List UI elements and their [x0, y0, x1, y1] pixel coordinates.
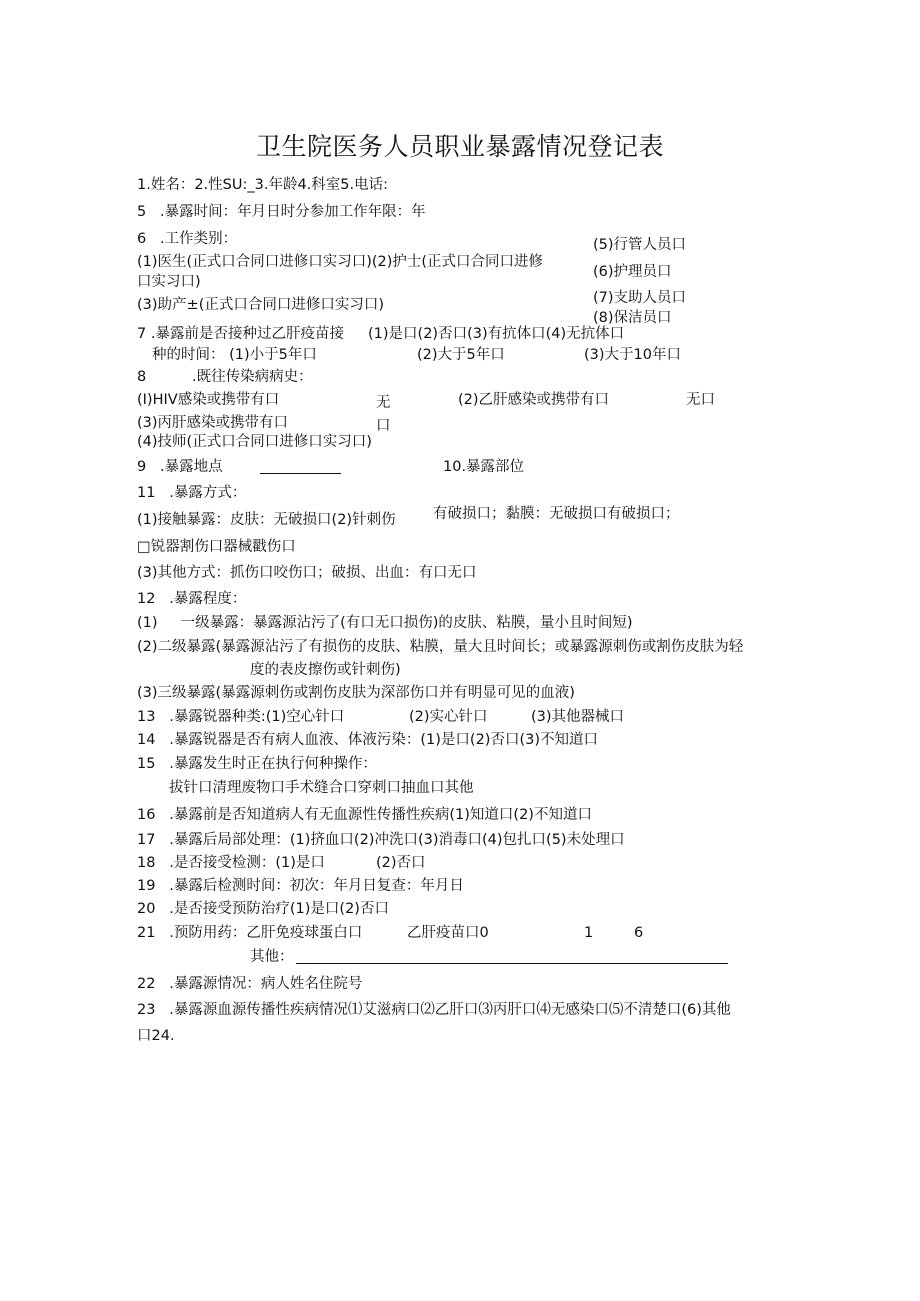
item-6-job-category: 6 .工作类别：: [137, 231, 238, 247]
item-19-test-time: 19 .暴露后检测时间：初次：年月日复查：年月日: [137, 878, 464, 894]
item-6-midwife: (3)助产±(正式口合同口进修口实习口): [137, 297, 385, 313]
item-22-source: 22 .暴露源情况：病人姓名住院号: [137, 976, 363, 992]
item-17-local-treatment: 17 .暴露后局部处理：(1)挤血口(2)冲洗口(3)消毒口(4)包扎口(5)未处理口: [137, 832, 625, 848]
item-5-exposure-time: 5 .暴露时间：年月日时分参加工作年限：年: [137, 204, 426, 220]
item-21-dose-6: 6: [634, 925, 644, 941]
item-18-no: (2)否口: [376, 855, 426, 871]
page-title: 卫生院医务人员职业暴露情况登记表: [255, 132, 664, 161]
item-6-technician: (4)技师(正式口合同口进修口实习口): [137, 434, 372, 450]
item-9-location: 9 .暴露地点: [137, 459, 223, 475]
item-21-other: 其他：: [250, 949, 294, 965]
item-23-source-disease: 23 .暴露源血源传播性疾病情况⑴艾滋病口⑵乙肝口⑶丙肝口⑷无感染口⑸不清楚口(6)其他: [137, 1002, 731, 1018]
item-18-testing: 18 .是否接受检测：(1)是口: [137, 855, 325, 871]
item-7-hbv-vaccine: 7 .暴露前是否接种过乙肝疫苗接: [137, 326, 344, 342]
item-20-prophylaxis: 20 .是否接受预防治疗(1)是口(2)否口: [137, 901, 389, 917]
item-6-cleaner-clipped: (8)保洁员口: [593, 310, 672, 326]
item-8-hbv: (2)乙肝感染或携带有口: [458, 392, 610, 408]
item-10-body-part: 10.暴露部位: [443, 459, 525, 475]
item-8-box-clipped: 口: [376, 418, 391, 434]
item-14-contamination: 14 .暴露锐器是否有病人血液、体液污染：(1)是口(2)否口(3)不知道口: [137, 732, 599, 748]
item-6-doctor-nurse: (1)医生(正式口合同口进修口实习口)(2)护士(正式口合同口进修: [137, 254, 544, 270]
item-23-cont: 口24.: [137, 1028, 175, 1044]
item-13-sharp-type: 13 .暴露锐器种类:(1)空心针口: [137, 709, 345, 725]
item-8-history: .既往传染病病史：: [192, 369, 313, 385]
item-12-degree: 12 .暴露程度：: [137, 591, 247, 607]
item-13-solid-needle: (2)实心针口: [409, 709, 488, 725]
item-12-level-3: (3)三级暴露(暴露源刺伤或割伤皮肤为深部伤口并有明显可见的血液): [137, 685, 575, 701]
item-11-sharp-injury: □锐器割伤口器械戳伤口: [137, 539, 296, 555]
item-12-level-1: (1) 一级暴露：暴露源沾污了(有口无口损伤)的皮肤、粘膜，量小且时间短): [137, 615, 633, 631]
item-6-doctor-nurse-cont: 口实习口): [137, 274, 201, 290]
item-11-other: (3)其他方式：抓伤口咬伤口；破损、出血：有口无口: [137, 565, 477, 581]
other-underline: [296, 963, 728, 964]
item-16-known-disease: 16 .暴露前是否知道病人有无血源性传播性疾病(1)知道口(2)不知道口: [137, 807, 592, 823]
item-6-admin-staff: (5)行管人员口: [593, 237, 687, 253]
item-11-exposure-mode: 11 .暴露方式：: [137, 485, 247, 501]
item-11-contact: (1)接触暴露：皮肤：无破损口(2)针刺伤: [137, 512, 396, 528]
item-12-level-2: (2)二级暴露(暴露源沾污了有损伤的皮肤、粘膜，量大且时间长；或暴露源刺伤或割伤皮肤为轻: [137, 639, 744, 655]
item-13-other-device: (3)其他器械口: [531, 709, 625, 725]
item-8-none: 无: [376, 395, 391, 411]
location-underline: [260, 473, 341, 474]
item-8-hcv-clipped: (3)丙肝感染或携带有口: [137, 415, 289, 431]
item-6-support-staff: (7)支助人员口: [593, 290, 687, 306]
item-15-operation-options: 拔针口清理废物口手术缝合口穿刺口抽血口其他: [169, 780, 474, 796]
item-1-basic-info: 1.姓名：2.性SU:_3.年龄4.科室5.电话:: [137, 177, 389, 193]
item-7-over-5-years: (2)大于5年口: [417, 347, 505, 363]
item-12-level-2-cont: 度的表皮擦伤或针刺伤): [250, 662, 401, 678]
item-8-hiv: (I)HIV感染或携带有口: [137, 392, 280, 408]
item-7-vaccine-time: 种的时间： (1)小于5年口: [152, 347, 317, 363]
item-11-contact-mucosa: 有破损口；黏膜：无破损口有破损口；: [433, 506, 680, 522]
item-15-operation: 15 .暴露发生时正在执行何种操作：: [137, 756, 377, 772]
item-6-care-worker: (6)护理员口: [593, 264, 672, 280]
item-8-hbv-none: 无口: [686, 392, 715, 408]
item-7-over-10-years: (3)大于10年口: [584, 347, 681, 363]
item-21-dose-1: 1: [584, 925, 594, 941]
item-21-hbv-vaccine: 乙肝疫苗口0: [407, 925, 489, 941]
item-7-options: (1)是口(2)否口(3)有抗体口(4)无抗体口: [368, 326, 625, 342]
item-21-medication: 21 .预防用药：乙肝免疫球蛋白口: [137, 925, 363, 941]
item-8-number: 8: [137, 369, 147, 385]
